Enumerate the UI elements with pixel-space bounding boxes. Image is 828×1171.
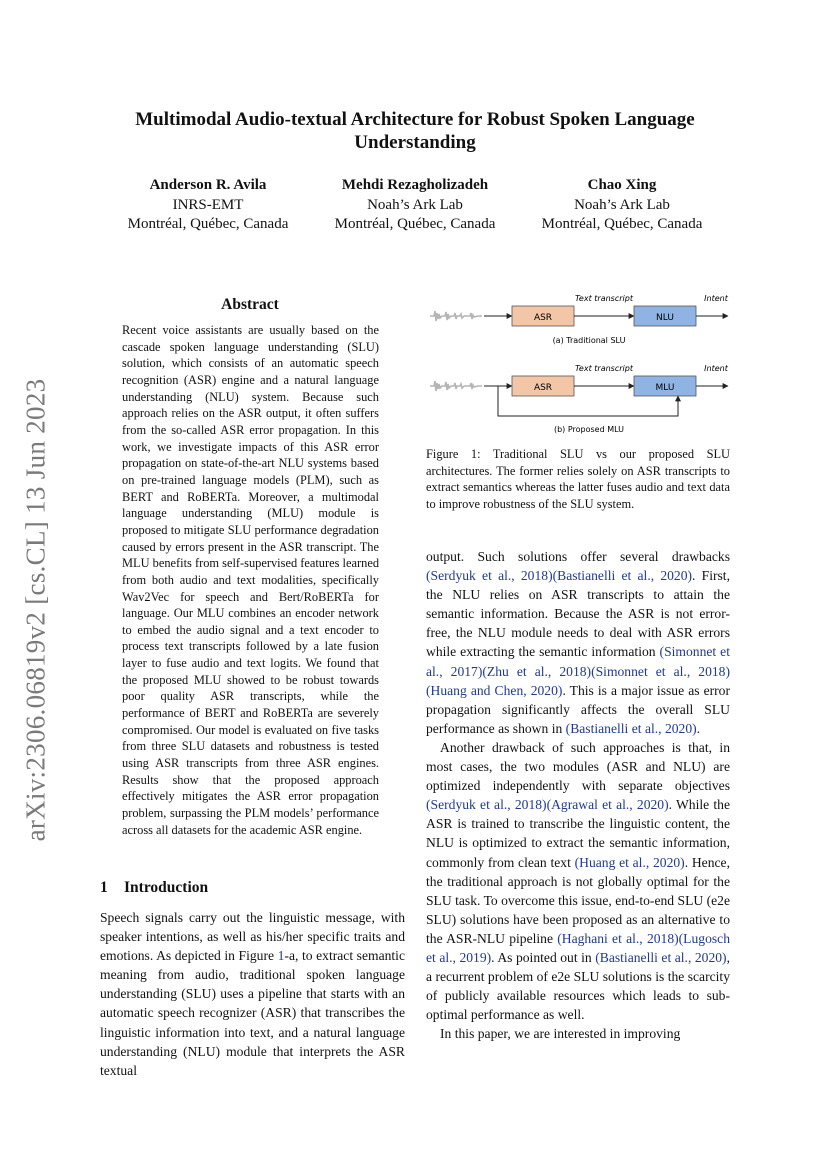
right-column-text — [426, 547, 730, 1043]
body-paragraph — [426, 547, 730, 738]
citation-link[interactable]: (Lugosch et al., 2019) — [426, 930, 730, 965]
intent-label: Intent — [704, 364, 728, 373]
author-block-1 — [118, 176, 298, 235]
author-location: Montréal, Québec, Canada — [334, 216, 496, 232]
citation-link[interactable]: (Haghani et al., 2018) — [557, 930, 679, 946]
arxiv-sidebar — [14, 360, 58, 860]
author-location: Montréal, Québec, Canada — [541, 216, 703, 232]
body-paragraph: In this paper, we are interested in improving — [440, 1026, 681, 1042]
audio-waveform-icon — [430, 381, 482, 391]
body-text: . First, the NLU relies on ASR transcripts to attain the semantic information. Because the ASR is not error-free, the NLU module needs to deal with ASR errors while extracting the semantic information — [426, 568, 730, 660]
citation-link[interactable]: (Bastianelli et al., 2020) — [552, 568, 693, 584]
body-text: output. Such solutions offer several drawbacks — [426, 549, 730, 564]
intro-text: Speech signals carry out the linguistic message, with speaker intentions, as well as his/her specific traits and emotions. As depicted in Figure — [100, 910, 405, 964]
body-text: . This is a major issue as error propagation significantly affects the overall SLU performance as shown in — [426, 682, 731, 736]
author-block-2 — [320, 176, 510, 235]
body-text: . As pointed out in — [491, 949, 596, 965]
author-name: Anderson R. Avila — [149, 177, 267, 193]
mlu-label: MLU — [655, 383, 675, 393]
intent-label: Intent — [704, 294, 728, 303]
figure-1-caption: Figure 1: Traditional SLU vs our proposed SLU architectures. The former relies solely on ASR transcripts to extract semantics whereas the latter fuses audio and text data to improve robustness of the SLU system. — [426, 447, 730, 512]
intro-text: -a, to extract semantic meaning from audio, traditional spoken language understanding (SLU) uses a pipeline that starts with an automatic speech recognizer (ASR) that transcribes the linguistic information into text, and a natural language understanding (NLU) module that interprets the ASR textual — [100, 948, 405, 1078]
body-text: . Hence, the traditional approach is not globally optimal for the SLU task. To overcome this issue, end-to-end SLU (e2e SLU) solutions have been proposed as an alternative to the ASR-NLU pipeline — [426, 854, 730, 946]
introduction-paragraph — [100, 908, 405, 1080]
paper-title: Multimodal Audio-textual Architecture for Robust Spoken Language Understanding — [135, 109, 695, 153]
section-heading-introduction — [100, 879, 208, 897]
abstract-heading: Abstract — [221, 296, 279, 313]
citation-link[interactable]: (Serdyuk et al., 2018) — [426, 797, 547, 813]
citation-link[interactable]: (Zhu et al., 2018) — [482, 663, 592, 679]
text-transcript-label: Text transcript — [575, 294, 633, 303]
audio-waveform-icon — [430, 311, 482, 321]
abstract-text: Recent voice assistants are usually based on the cascade spoken language understanding (SLU) solution, which consists of an automatic speech recognition (ASR) engine and a natural language understanding (NLU) system. Because such approach relies on the ASR output, it often suffers from the so-called ASR error propagation. In this work, we investigate impacts of this ASR error propagation on state-of-the-art NLU systems based on pre-trained language models (PLM), such as BERT and RoBERTa. Moreover, a multimodal language understanding (MLU) module is proposed to mitigate SLU performance degradation caused by errors present in the ASR transcript. The MLU benefits from self-supervised features learned from both audio and text modalities, specifically Wav2Vec for speech and Bert/RoBERTa for language. Our MLU combines an encoder network to embed the audio signal and a text encoder to process text transcripts followed by a late fusion layer to fuse audio and text logits. We found that the proposed MLU showed to be robust towards poor quality ASR transcripts, while the performance of BERT and RoBERTa are severely compromised. Our model is evaluated on five tasks from three SLU datasets and robustness is tested using ASR transcripts from three ASR engines. Results show that the proposed approach effectively mitigates the ASR error propagation problem, surpassing the PLM models’ performance across all datasets for the academic ASR engine. — [122, 323, 380, 837]
citation-link[interactable]: (Huang et al., 2020) — [574, 854, 685, 870]
text-transcript-label: Text transcript — [575, 364, 633, 373]
author-block-3 — [530, 176, 714, 235]
subfigure-b-label: (b) Proposed MLU — [553, 425, 625, 434]
section-number: 1 — [100, 879, 108, 896]
citation-link[interactable]: (Agrawal et al., 2020) — [546, 797, 669, 813]
body-text: . — [696, 720, 701, 736]
section-title: Introduction — [124, 879, 209, 896]
citation-link[interactable]: (Simonnet et al., 2018) — [591, 663, 730, 679]
figure-1-diagram — [426, 290, 730, 440]
author-name: Chao Xing — [587, 177, 657, 193]
nlu-label: NLU — [656, 313, 674, 323]
citation-link[interactable]: (Serdyuk et al., 2018) — [426, 568, 553, 584]
citation-link[interactable]: (Huang and Chen, 2020) — [426, 682, 563, 698]
arxiv-identifier: arXiv:2306.06819v2 [cs.CL] 13 Jun 2023 — [20, 378, 51, 842]
citation-link[interactable]: (Bastianelli et al., 2020) — [565, 720, 697, 736]
subfigure-a-label: (a) Traditional SLU — [552, 336, 626, 345]
author-affiliation: Noah’s Ark Lab — [367, 196, 463, 213]
body-text: . While the ASR is trained to transcribe the linguistic content, the NLU is optimized to extract the semantic information, commonly from clean text — [426, 797, 730, 870]
citation-link[interactable]: (Simonnet et al., 2017) — [426, 644, 730, 679]
body-text: Another drawback of such approaches is that, in most cases, the two modules (ASR and NLU) are optimized independently with separate objectives — [426, 739, 730, 794]
author-affiliation: INRS-EMT — [172, 196, 244, 213]
citation-link[interactable]: (Bastianelli et al., 2020) — [595, 949, 727, 965]
author-affiliation: Noah’s Ark Lab — [574, 196, 670, 213]
asr-label: ASR — [533, 383, 553, 393]
body-text: , a recurrent problem of e2e SLU solutions is the scarcity of publicly available resources which leads to sub-optimal performance as well. — [426, 949, 730, 1023]
author-name: Mehdi Rezagholizadeh — [341, 177, 489, 193]
figure-reference-link[interactable]: 1 — [277, 948, 285, 964]
author-location: Montréal, Québec, Canada — [127, 216, 289, 232]
asr-label: ASR — [533, 313, 553, 323]
body-paragraph — [426, 738, 730, 1024]
